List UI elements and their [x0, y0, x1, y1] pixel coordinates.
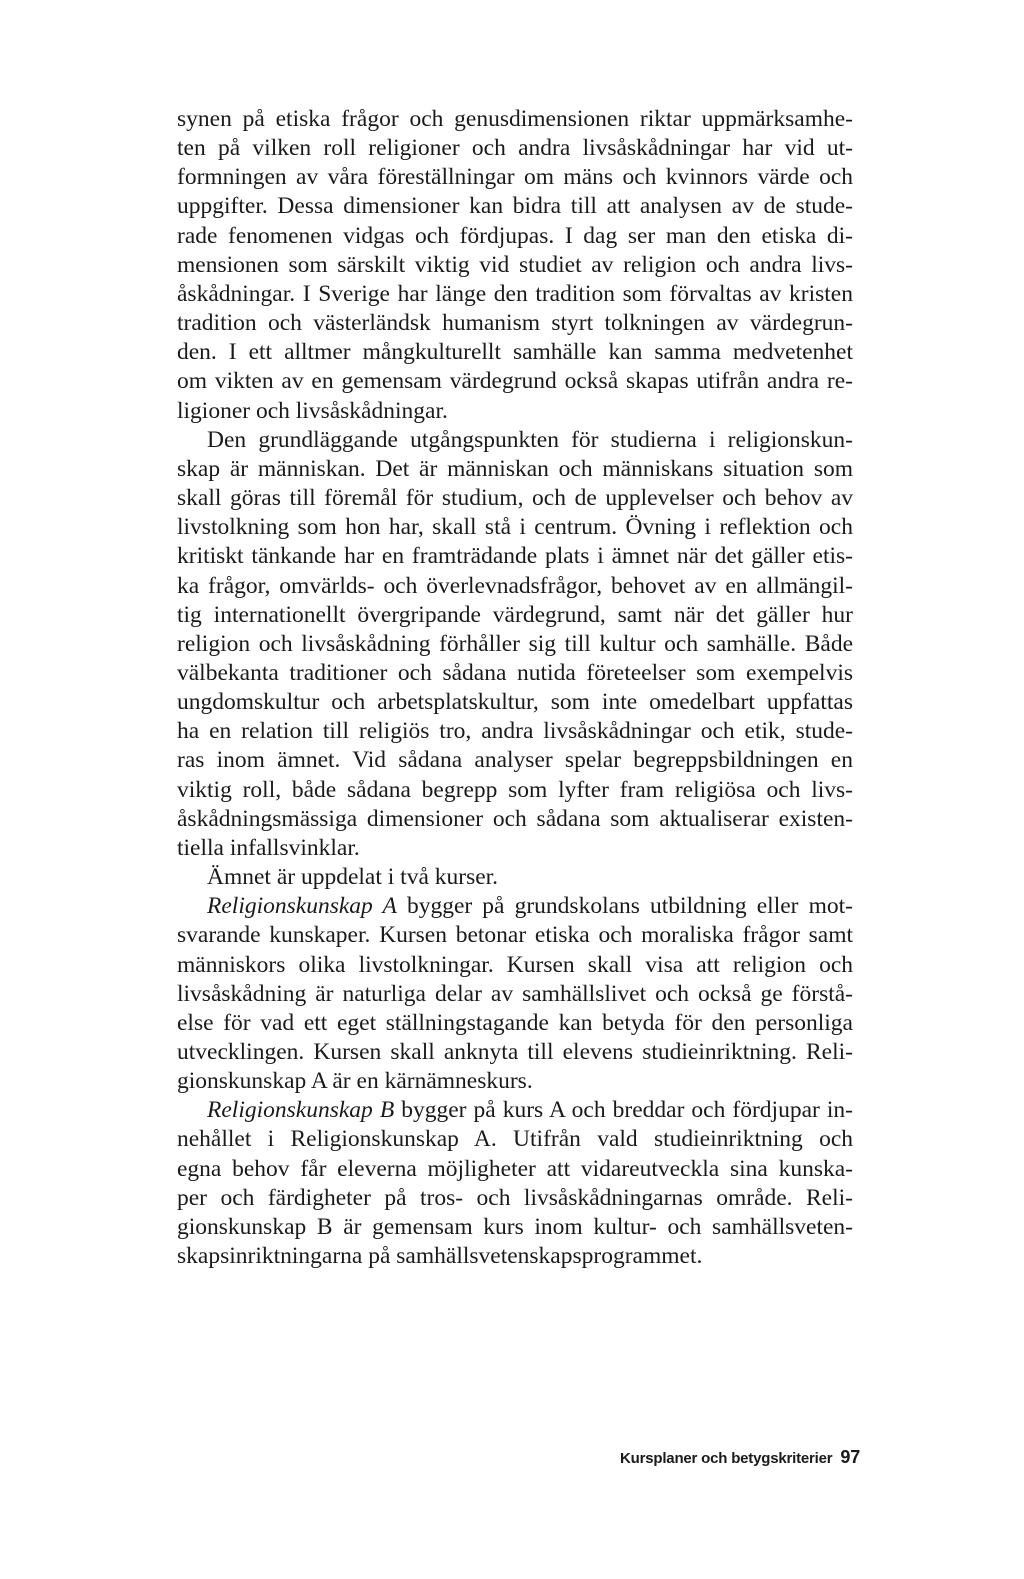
text-line: tiella infallsvinklar. — [177, 834, 360, 861]
paragraph-2 — [177, 426, 853, 863]
text-line: skapsinriktningarna på samhällsvetenskapsprogrammet. — [177, 1243, 703, 1270]
text-line: livstolkning som hon har, skall stå i centrum. Övning i reflektion och — [177, 514, 853, 541]
text-line: ka frågor, omvärlds- och överlevnadsfrågor, behovet av en allmängil- — [177, 572, 853, 599]
text-line — [177, 892, 853, 921]
text-line: om vikten av en gemensam värdegrund också skapas utifrån andra re- — [177, 368, 853, 395]
text-line: åskådningar. I Sverige har länge den tradition som förvaltas av kristen — [177, 280, 853, 307]
text-line: skall göras till föremål för studium, och de upplevelser och behov av — [177, 485, 853, 512]
text-line: rade fenomenen vidgas och fördjupas. I dag ser man den etiska di- — [177, 222, 853, 249]
text-line: livsåskådning är naturliga delar av samhällslivet och också ge förstå- — [177, 980, 853, 1007]
text-line: tig internationellt övergripande värdegrund, samt när det gäller hur — [177, 601, 853, 628]
text-line: nehållet i Religionskunskap A. Utifrån vald studieinriktning och — [177, 1126, 853, 1153]
text-line: svarande kunskaper. Kursen betonar etiska och moraliska frågor samt — [177, 922, 853, 949]
text-line: formningen av våra föreställningar om mäns och kvinnors värde och — [177, 164, 853, 191]
text-line: synen på etiska frågor och genusdimensionen riktar uppmärksamhe- — [177, 106, 853, 132]
page-footer — [620, 1447, 860, 1468]
paragraph-course-a — [177, 892, 853, 1096]
text-line: utvecklingen. Kursen skall anknyta till elevens studieinriktning. Reli- — [177, 1039, 853, 1065]
text-line — [177, 1096, 853, 1125]
course-name-a: Religionskunskap A — [207, 893, 397, 920]
text-line: ten på vilken roll religioner och andra livsåskådningar har vid ut- — [177, 135, 853, 162]
page-number: 97 — [840, 1447, 861, 1467]
text-line: religion och livsåskådning förhåller sig till kultur och samhälle. Både — [177, 630, 853, 657]
text-line: välbekanta traditioner och sådana nutida företeelser som exempelvis — [177, 659, 853, 686]
text-line: ligioner och livsåskådningar. — [177, 397, 448, 424]
text-line: Ämnet är uppdelat i två kurser. — [207, 864, 499, 891]
text-line: människors olika livstolkningar. Kursen skall visa att religion och — [177, 951, 853, 978]
text-line: per och färdigheter på tros- och livsåskådningarnas område. Reli- — [177, 1184, 853, 1211]
course-name-b: Religionskunskap B — [207, 1097, 395, 1124]
text-line: den. I ett alltmer mångkulturellt samhälle kan samma medvetenhet — [177, 339, 853, 366]
paragraph-course-b — [177, 1096, 853, 1271]
text-line: viktig roll, både sådana begrepp som lyfter fram religiösa och livs- — [177, 776, 853, 803]
text-line: gionskunskap A är en kärnämneskurs. — [177, 1068, 533, 1095]
text-line: ungdomskultur och arbetsplatskultur, som inte omedelbart uppfattas — [177, 689, 853, 716]
text-line: gionskunskap B är gemensam kurs inom kultur- och samhällsveten- — [177, 1213, 853, 1240]
text-line: else för vad ett eget ställningstagande kan betyda för den personliga — [177, 1009, 853, 1036]
text-line: egna behov får eleverna möjligheter att vidareutveckla sina kunska- — [177, 1155, 853, 1182]
text-line: åskådningsmässiga dimensioner och sådana som aktualiserar existen- — [177, 805, 853, 832]
paragraph-3 — [177, 863, 853, 892]
text-line: ras inom ämnet. Vid sådana analyser spelar begreppsbildningen en — [177, 747, 853, 774]
text-line-rest: bygger på grundskolans utbildning eller mot- — [396, 893, 853, 920]
text-line: kritiskt tänkande har en framträdande plats i ämnet när det gäller etis- — [177, 543, 853, 570]
running-footer-title: Kursplaner och betygskriterier — [620, 1450, 833, 1467]
text-line: skap är människan. Det är människan och människans situation som — [177, 455, 853, 482]
text-line: Den grundläggande utgångspunkten för studierna i religionskun- — [207, 426, 853, 453]
text-line: mensionen som särskilt viktig vid studiet av religion och andra livs- — [177, 251, 853, 278]
text-line: ha en relation till religiös tro, andra livsåskådningar och etik, stude- — [177, 718, 853, 745]
text-line: tradition och västerländsk humanism styrt tolkningen av värdegrun- — [177, 310, 853, 337]
text-line-rest: bygger på kurs A och breddar och fördjupar in- — [394, 1097, 853, 1124]
body-text — [177, 105, 853, 1271]
paragraph-1 — [177, 105, 853, 426]
text-line: uppgifter. Dessa dimensioner kan bidra till att analysen av de stude- — [177, 193, 853, 220]
